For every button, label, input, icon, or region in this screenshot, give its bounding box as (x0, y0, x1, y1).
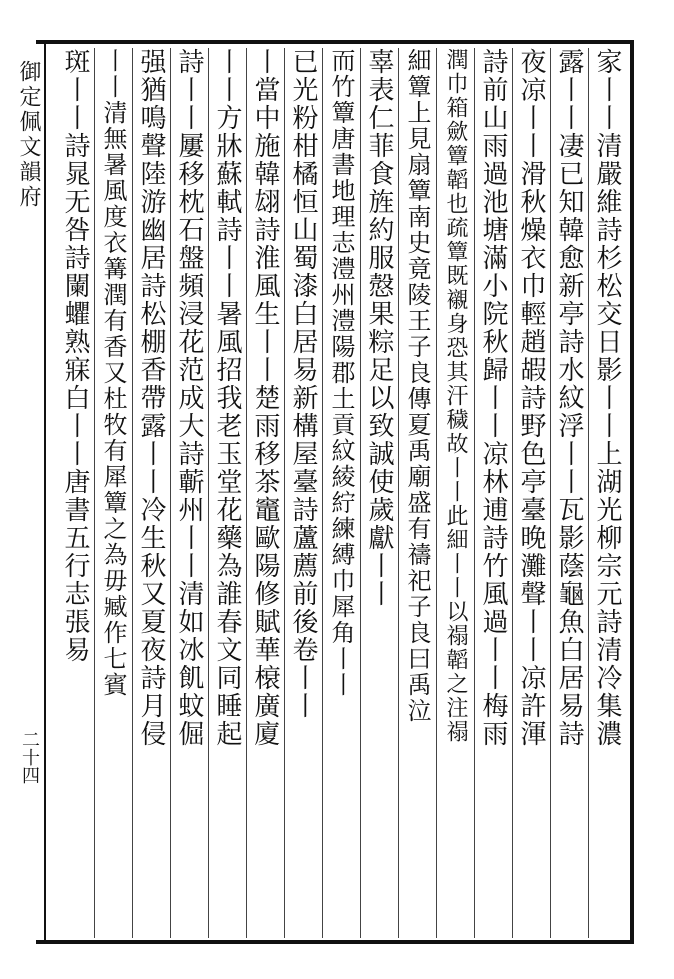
column-divider (550, 48, 551, 938)
text-column: 丨當中施韓翃詩淮風生丨丨楚雨移茶竈歐陽修賦華榱廣廈 (250, 48, 280, 748)
column-divider (588, 48, 589, 938)
text-column: 而竹簟唐書地理志澧州澧陽郡土貢紋綾紵練縛巾犀角丨丨 (327, 48, 355, 698)
text-column: 詩前山雨過池塘滿小院秋歸丨丨凉林逋詩竹風過丨丨梅雨 (478, 48, 508, 748)
text-column: 潤巾箱歛簟韜也疏簟既襯身恐其汗穢故丨丨此細丨丨以禢韜之注禢 (443, 48, 468, 744)
top-border (36, 40, 634, 44)
column-divider (170, 48, 171, 938)
margin-border (44, 40, 46, 944)
text-column: 斑丨丨詩晁无咎詩闌蠷熟寐白丨丨唐書五行志張易 (60, 48, 90, 664)
right-border (630, 40, 634, 944)
column-divider (474, 48, 475, 938)
text-column: 夜凉丨丨滑秋燥衣巾輕趙嘏詩野色亭臺晚灘聲丨丨凉許渾 (516, 48, 546, 748)
text-column: 詩丨丨屢移枕石盤頻浸花范成大詩蘄州丨丨清如冰飢蚊倔 (174, 48, 204, 748)
page-number: 二十四 (19, 730, 40, 784)
column-divider (246, 48, 247, 938)
text-column: 細簟上見扇簟南史竟陵王子良傳夏禹廟盛有禱祀子良曰禹泣 (403, 48, 431, 724)
column-divider (512, 48, 513, 938)
text-column: 辜表仁菲食旌約服慤果粽足以致誠使歲獻丨丨 (364, 48, 394, 608)
column-divider (398, 48, 399, 938)
text-column: 露丨丨凄已知韓愈新亭詩水紋浮丨丨瓦影蔭龜魚白居易詩 (554, 48, 584, 748)
column-divider (322, 48, 323, 938)
text-column: 强猶鳴聲陸游幽居詩松棚香帶露丨丨冷生秋又夏夜詩月侵 (136, 48, 166, 748)
text-column: 丨丨方牀蘇軾詩丨丨暑風招我老玉堂花藥為誰春文同睡起 (212, 48, 242, 748)
column-divider (94, 48, 95, 938)
column-divider (360, 48, 361, 938)
column-divider (284, 48, 285, 938)
column-divider (436, 48, 437, 938)
text-column: 丨丨清無暑風度衣篝潤有香又杜牧有犀簟之為毋臧作七賓 (99, 48, 127, 698)
margin-book-title: 御定佩文韻府 (16, 60, 41, 210)
text-column: 家丨丨清嚴維詩杉松交日影丨丨上湖光柳宗元詩清冷集濃 (592, 48, 622, 748)
bottom-border (36, 940, 634, 944)
text-column: 已光粉柑橘恒山蜀漆白居易新構屋臺詩蘆薦前後卷丨丨 (288, 48, 318, 720)
column-divider (208, 48, 209, 938)
column-divider (132, 48, 133, 938)
